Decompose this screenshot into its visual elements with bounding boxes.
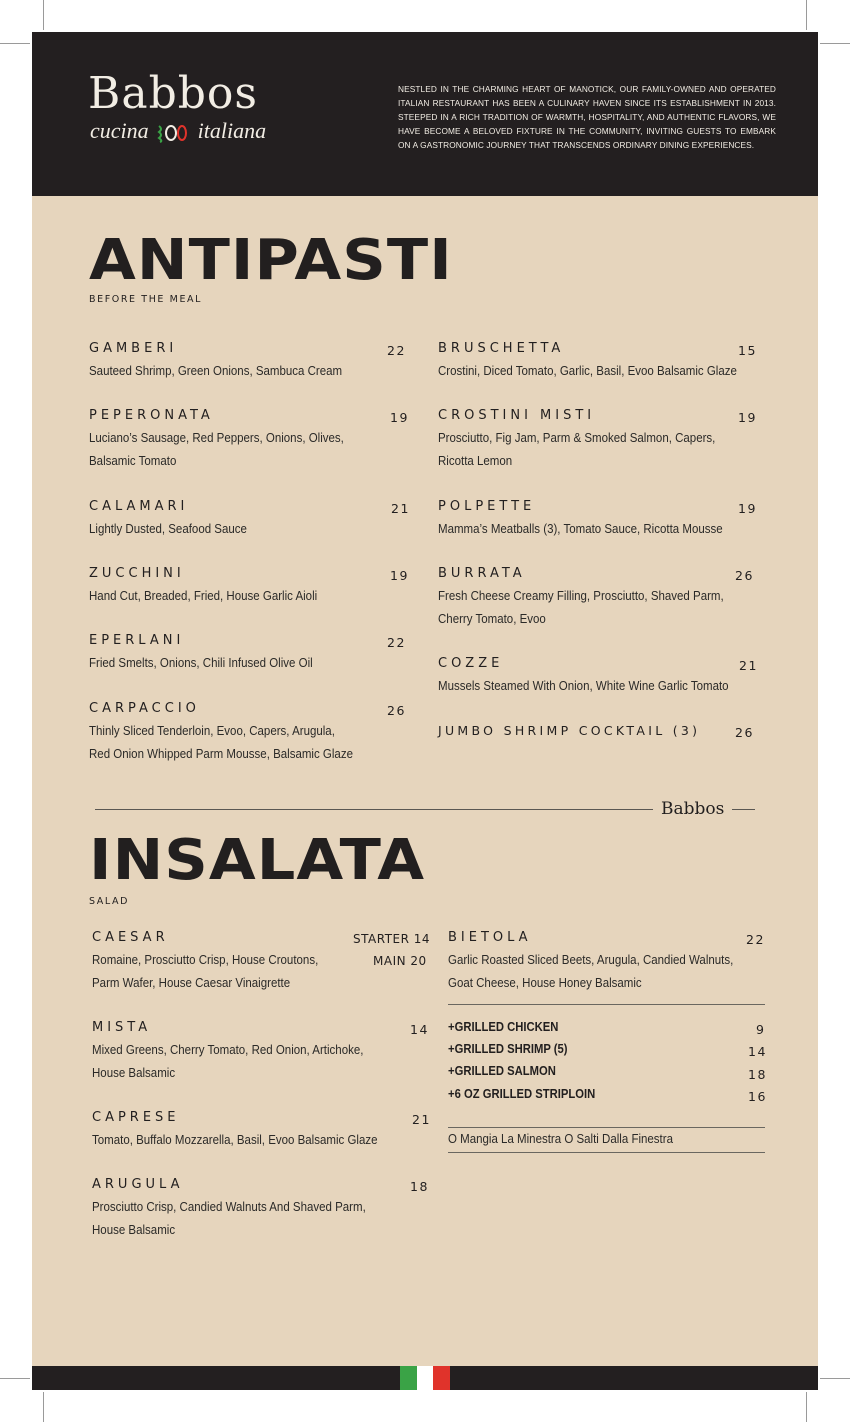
menu-item xyxy=(92,930,338,994)
item-name: CARPACCIO xyxy=(89,701,200,716)
header-band xyxy=(32,32,818,196)
item-description: Garlic Roasted Sliced Beets, Arugula, Candied Walnuts, Goat Cheese, House Honey Balsamic xyxy=(448,953,734,990)
item-price: 19 xyxy=(390,410,409,425)
item-name: CAPRESE xyxy=(92,1110,180,1125)
flag-green-stripe xyxy=(400,1366,417,1390)
item-description: Mixed Greens, Cherry Tomato, Red Onion, Artichoke, House Balsamic xyxy=(92,1043,364,1080)
logo-tagline-left: cucina xyxy=(90,118,149,143)
section-divider xyxy=(95,809,653,810)
item-price: 19 xyxy=(390,568,409,583)
item-name: BRUSCHETTA xyxy=(438,341,565,356)
item-name: POLPETTE xyxy=(438,499,536,514)
menu-item xyxy=(89,701,376,765)
item-price: 15 xyxy=(738,343,757,358)
item-price: 26 xyxy=(387,703,406,718)
item-price: 26 xyxy=(735,568,754,583)
item-price: 21 xyxy=(412,1112,431,1127)
addon-name: +GRILLED CHICKEN xyxy=(448,1020,559,1034)
addon-name: +6 OZ GRILLED STRIPLOIN xyxy=(448,1087,596,1101)
item-description: Fresh Cheese Creamy Filling, Prosciutto, Shaved Parm, Cherry Tomato, Evoo xyxy=(438,589,724,626)
menu-item xyxy=(438,341,763,383)
pasta-icon xyxy=(156,123,190,143)
item-price: 14 xyxy=(410,1022,429,1037)
item-price: 22 xyxy=(387,343,406,358)
item-price: 19 xyxy=(738,501,757,516)
menu-item xyxy=(89,566,337,608)
menu-item xyxy=(92,1020,387,1084)
item-name: MISTA xyxy=(92,1020,152,1035)
item-name: GAMBERI xyxy=(89,341,178,356)
item-description: Fried Smelts, Onions, Chili Infused Olive Oil xyxy=(89,656,313,670)
crop-mark xyxy=(0,1378,30,1379)
item-description: Lightly Dusted, Seafood Sauce xyxy=(89,522,247,536)
footer-band xyxy=(32,1366,818,1390)
section-title-antipasti: ANTIPASTI xyxy=(89,228,453,293)
menu-item xyxy=(89,633,332,675)
section-subtitle-antipasti: BEFORE THE MEAL xyxy=(89,294,203,305)
item-description: Luciano’s Sausage, Red Peppers, Onions, Olives, Balsamic Tomato xyxy=(89,431,344,468)
menu-item xyxy=(438,408,740,472)
menu-item xyxy=(92,1177,390,1241)
menu-item xyxy=(438,566,749,630)
addon-price: 16 xyxy=(748,1089,767,1104)
item-description: Thinly Sliced Tenderloin, Evoo, Capers, Arugula, Red Onion Whipped Parm Mousse, Balsamic Glaze xyxy=(89,724,353,761)
item-name: CAESAR xyxy=(92,930,169,945)
item-price: 26 xyxy=(735,725,754,740)
crop-mark xyxy=(0,43,30,44)
item-description: Sauteed Shrimp, Green Onions, Sambuca Cream xyxy=(89,364,343,378)
menu-page xyxy=(32,32,818,1390)
item-name: BIETOLA xyxy=(448,930,532,945)
menu-item xyxy=(92,1110,402,1152)
item-price: 21 xyxy=(391,501,410,516)
item-name: PEPERONATA xyxy=(89,408,214,423)
quote-rule-bottom xyxy=(448,1152,765,1153)
addons-rule xyxy=(448,1004,765,1005)
crop-mark xyxy=(43,1392,44,1422)
logo-wordmark: Babbos xyxy=(88,68,258,119)
item-name: ARUGULA xyxy=(92,1177,184,1192)
item-description: Prosciutto, Fig Jam, Parm & Smoked Salmon, Capers, Ricotta Lemon xyxy=(438,431,716,468)
item-name: JUMBO SHRIMP COCKTAIL (3) xyxy=(438,723,701,738)
italian-flag-icon xyxy=(400,1366,450,1390)
crop-mark xyxy=(806,1392,807,1422)
item-price: 18 xyxy=(410,1179,429,1194)
logo-tagline-right: italiana xyxy=(197,118,267,143)
item-description: Romaine, Prosciutto Crisp, House Croutons, Parm Wafer, House Caesar Vinaigrette xyxy=(92,953,319,990)
addon-price: 14 xyxy=(748,1044,767,1059)
item-name: CROSTINI MISTI xyxy=(438,408,596,423)
crop-mark xyxy=(820,43,850,44)
section-divider xyxy=(732,809,755,810)
item-description: Mamma’s Meatballs (3), Tomato Sauce, Ricotta Mousse xyxy=(438,522,723,536)
item-price: 19 xyxy=(738,410,757,425)
menu-item xyxy=(89,341,364,383)
section-subtitle-insalata: SALAD xyxy=(89,896,130,907)
crop-mark xyxy=(43,0,44,30)
flag-white-stripe xyxy=(417,1366,434,1390)
addon-name: +GRILLED SALMON xyxy=(448,1064,556,1078)
menu-item xyxy=(448,930,758,994)
logo-tagline xyxy=(90,118,266,144)
item-price-starter: STARTER 14 xyxy=(353,932,431,946)
item-name: BURRATA xyxy=(438,566,526,581)
item-description: Prosciutto Crisp, Candied Walnuts And Shaved Parm, House Balsamic xyxy=(92,1200,366,1237)
item-name: ZUCCHINI xyxy=(89,566,185,581)
crop-mark xyxy=(820,1378,850,1379)
menu-item xyxy=(438,656,754,698)
menu-item xyxy=(89,408,366,472)
italian-proverb: O Mangia La Minestra O Salti Dalla Finestra xyxy=(448,1132,673,1146)
quote-rule-top xyxy=(448,1127,765,1128)
item-price-main: MAIN 20 xyxy=(373,954,427,968)
item-description: Crostini, Diced Tomato, Garlic, Basil, Evoo Balsamic Glaze xyxy=(438,364,737,378)
item-description: Hand Cut, Breaded, Fried, House Garlic Aioli xyxy=(89,589,318,603)
item-name: CALAMARI xyxy=(89,499,189,514)
menu-item xyxy=(438,723,700,739)
divider-logo-text: Babbos xyxy=(661,799,725,819)
section-title-insalata: INSALATA xyxy=(89,828,426,893)
crop-mark xyxy=(806,0,807,30)
addon-price: 18 xyxy=(748,1067,767,1082)
menu-item xyxy=(89,499,261,541)
item-description: Mussels Steamed With Onion, White Wine Garlic Tomato xyxy=(438,679,729,693)
item-name: COZZE xyxy=(438,656,504,671)
item-price: 22 xyxy=(746,932,765,947)
flag-red-stripe xyxy=(433,1366,450,1390)
menu-item xyxy=(438,499,747,541)
item-name: EPERLANI xyxy=(89,633,185,648)
item-price: 21 xyxy=(739,658,758,673)
item-description: Tomato, Buffalo Mozzarella, Basil, Evoo Balsamic Glaze xyxy=(92,1133,378,1147)
intro-paragraph: NESTLED IN THE CHARMING HEART OF MANOTICK, OUR FAMILY-OWNED AND OPERATED ITALIAN RESTAURANT HAS BEEN A CULINARY HAVEN SINCE ITS ESTABLISHMENT IN 2013. STEEPED IN A RICH TRADITION OF WARMTH, HOSPITALITY, AND AUTHENTIC FLAVORS, WE HAVE BECOME A BELOVED FIXTURE IN THE COMMUNITY, INVITING GUESTS TO EMBARK ON A GASTRONOMIC JOURNEY THAT TRANSCENDS ORDINARY DINING EXPERIENCES. xyxy=(398,84,776,150)
addon-name: +GRILLED SHRIMP (5) xyxy=(448,1042,568,1056)
addon-price: 9 xyxy=(756,1022,766,1037)
item-price: 22 xyxy=(387,635,406,650)
